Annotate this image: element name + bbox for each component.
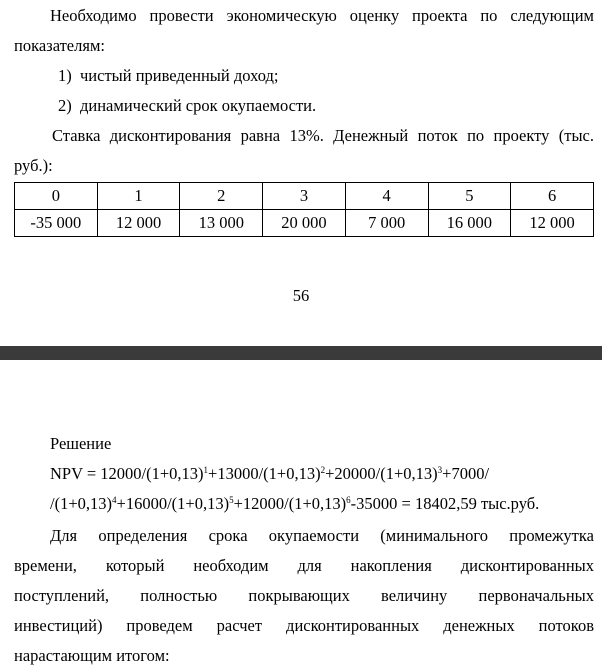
formula-part: +7000/ [442, 464, 490, 483]
table-cell: 13 000 [180, 210, 263, 237]
list-item-text: чистый приведенный доход; [80, 66, 279, 85]
solution-heading: Решение [50, 434, 112, 453]
page-divider [0, 346, 602, 360]
formula-part: +12000/(1+0,13) [233, 494, 347, 513]
formula-part: +13000/(1+0,13) [208, 464, 321, 483]
exponent: 1 [203, 465, 209, 475]
paragraph-line-3: поступлений, полностью покрывающих величину первоначальных [14, 586, 594, 605]
table-cell: 20 000 [263, 210, 346, 237]
table-row [15, 210, 594, 237]
rate-line-2: руб.): [14, 156, 53, 175]
rate-line-1: Ставка дисконтирования равна 13%. Денежный поток по проекту (тыс. [52, 126, 594, 145]
table-cell: 4 [345, 183, 428, 210]
table-cell: 5 [428, 183, 511, 210]
table-cell: 12 000 [97, 210, 180, 237]
page-number: 56 [292, 286, 310, 305]
npv-formula-line-1 [50, 464, 489, 484]
table-cell: 16 000 [428, 210, 511, 237]
table-cell: 2 [180, 183, 263, 210]
exponent: 6 [346, 495, 351, 505]
exponent: 2 [320, 465, 326, 475]
list-item-number: 1) [58, 66, 72, 85]
formula-part: /(1+0,13) [50, 494, 113, 513]
exponent: 3 [437, 465, 443, 475]
list-item-2 [58, 96, 316, 116]
list-item-number: 2) [58, 96, 72, 115]
formula-part: +20000/(1+0,13) [325, 464, 438, 483]
formula-part: -35000 = 18402,59 тыс.руб. [350, 494, 540, 513]
table-cell: 3 [263, 183, 346, 210]
table-cell: 7 000 [345, 210, 428, 237]
exponent: 4 [112, 495, 117, 505]
table-cell: 1 [97, 183, 180, 210]
formula-part: +16000/(1+0,13) [116, 494, 230, 513]
paragraph-line-5: нарастающим итогом: [14, 646, 170, 665]
list-item-1 [58, 66, 278, 86]
formula-part: NPV = 12000/(1+0,13) [50, 464, 204, 483]
table-cell: -35 000 [15, 210, 98, 237]
npv-formula-line-2 [50, 494, 539, 514]
paragraph-line-1: Для определения срока окупаемости (минимального промежутка [50, 526, 594, 545]
intro-line-2: показателям: [14, 36, 105, 55]
cash-flow-table [14, 182, 594, 237]
list-item-text: динамический срок окупаемости. [80, 96, 317, 115]
paragraph-line-2: времени, который необходим для накопления дисконтированных [14, 556, 594, 575]
table-cell: 0 [15, 183, 98, 210]
table-header-row [15, 183, 594, 210]
table-cell: 12 000 [511, 210, 594, 237]
table-cell: 6 [511, 183, 594, 210]
paragraph-line-4: инвестиций) проведем расчет дисконтированных денежных потоков [14, 616, 594, 635]
intro-line-1: Необходимо провести экономическую оценку проекта по следующим [50, 6, 594, 25]
exponent: 5 [229, 495, 234, 505]
